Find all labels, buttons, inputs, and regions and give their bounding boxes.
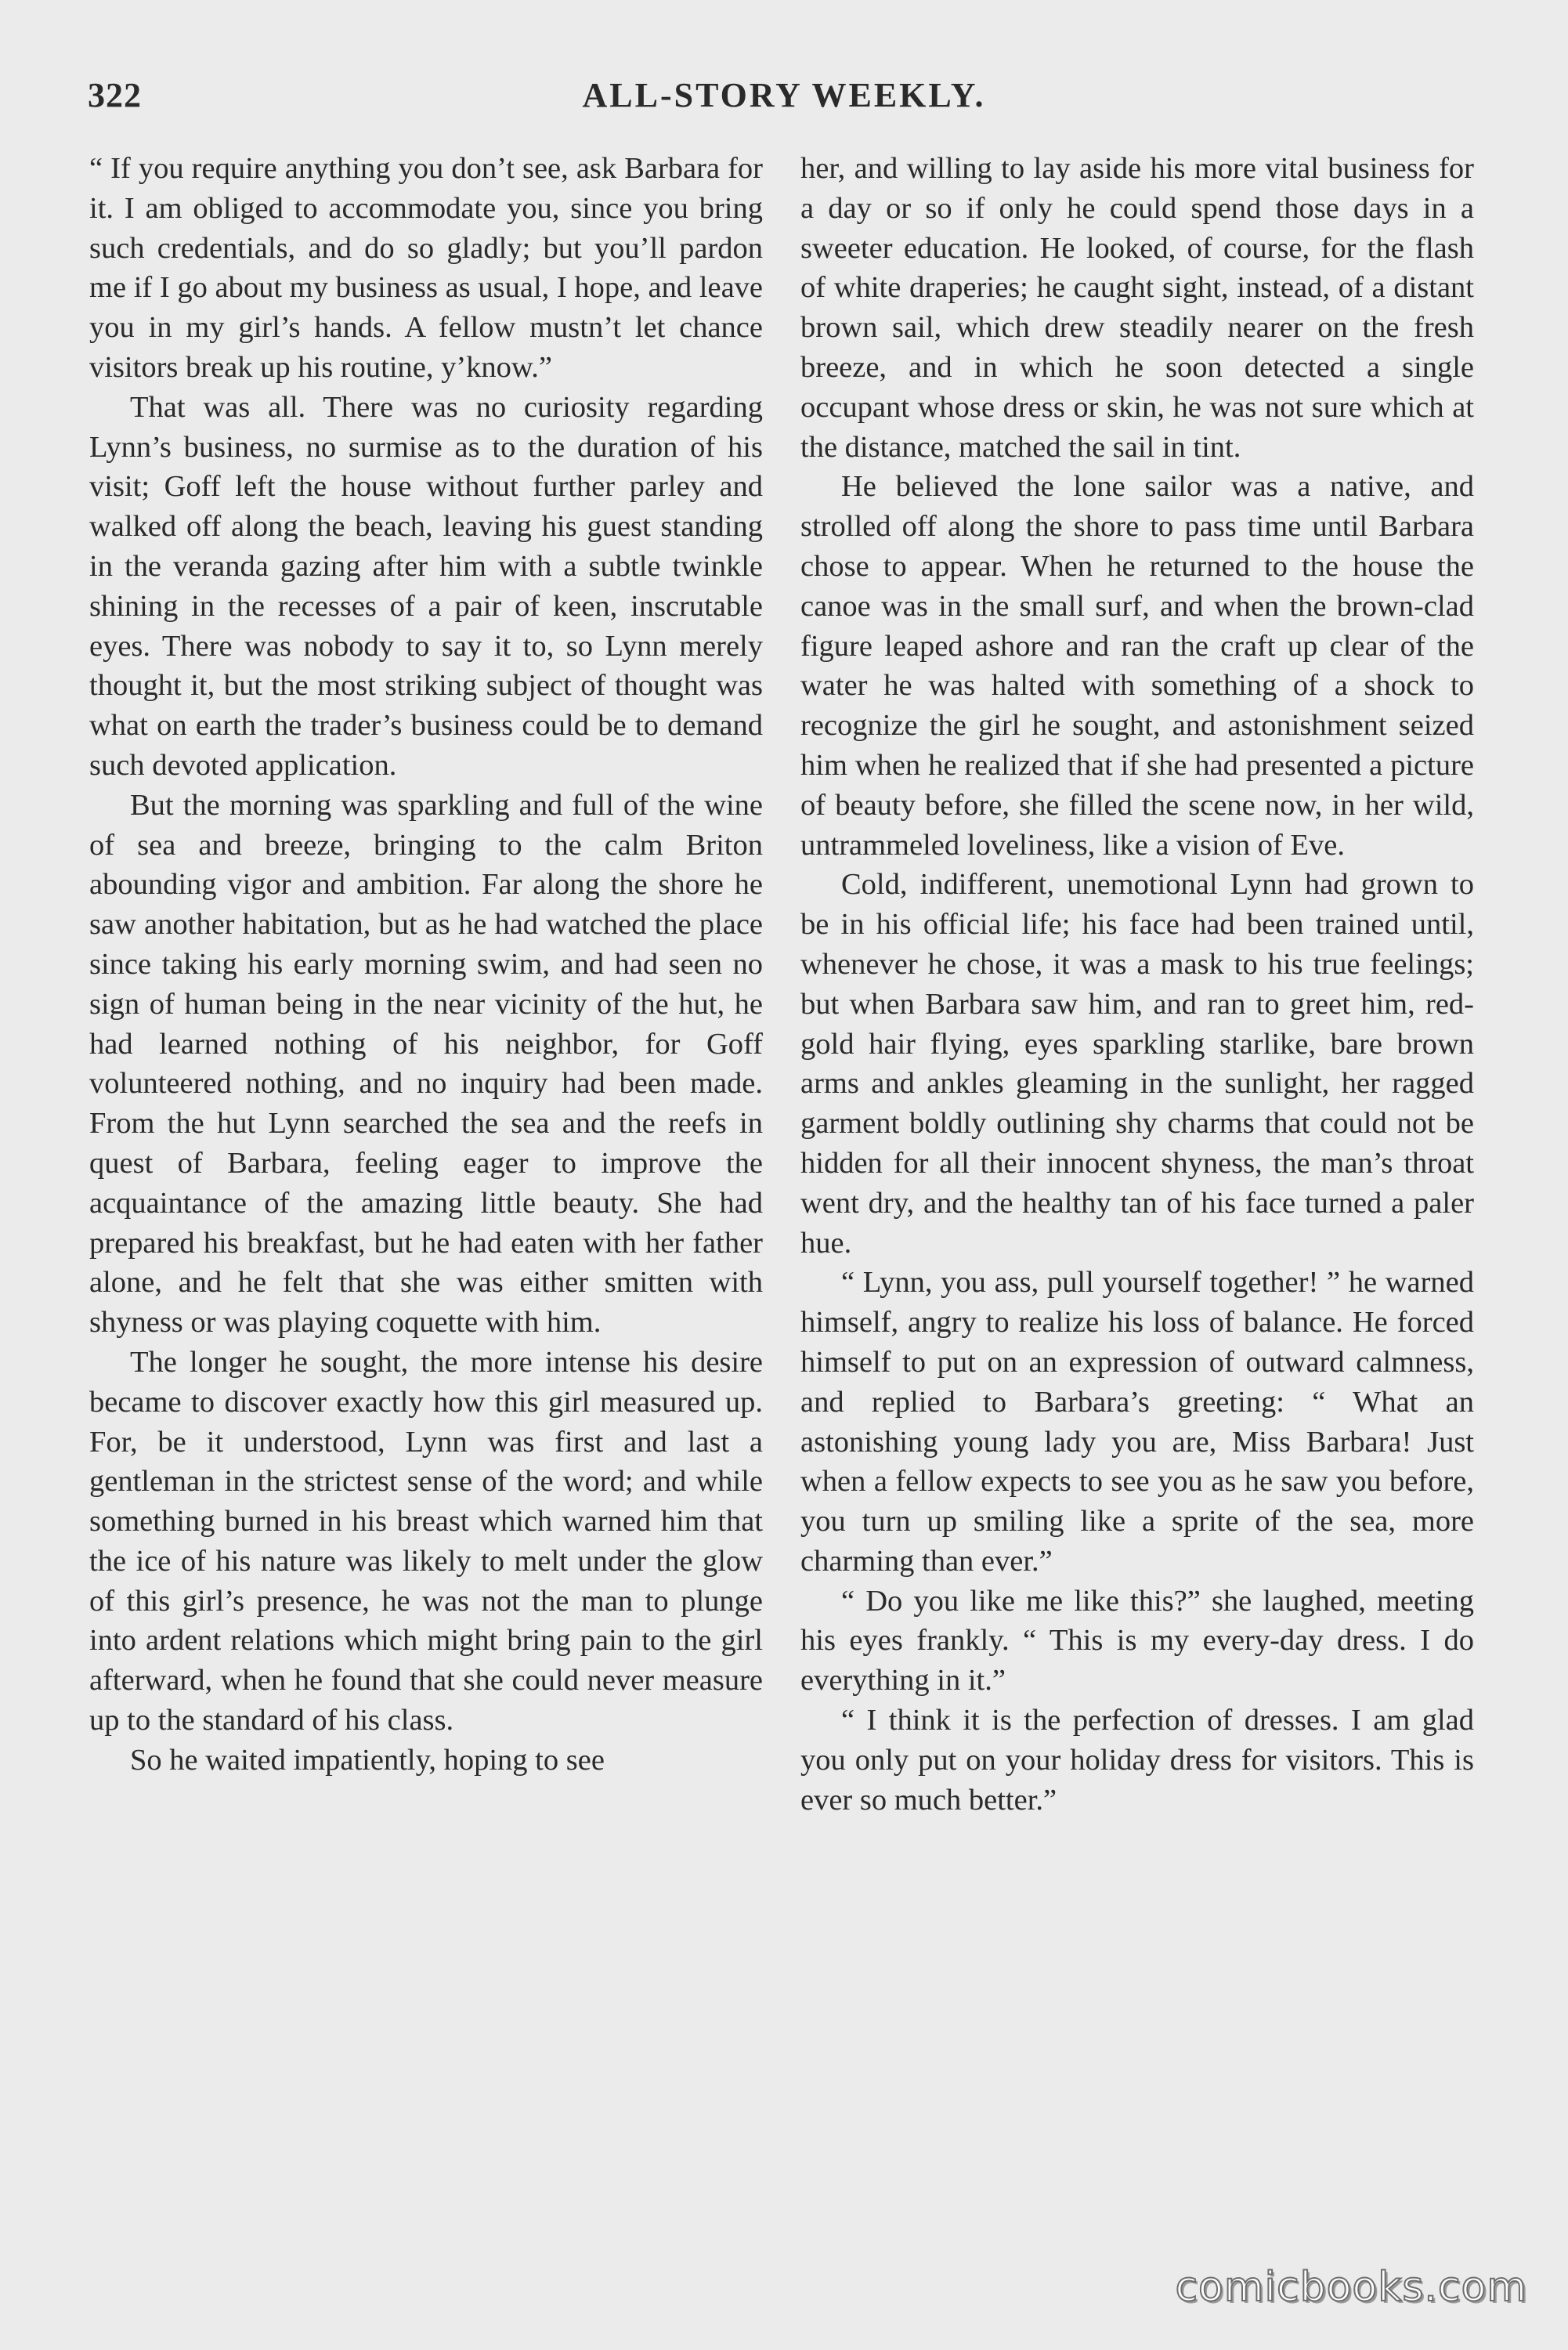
paragraph: her, and willing to lay aside his more vital business for a day or so if only he could spend those days in a sweeter education. He looked, of course, for the flash of white draperies; he caught sight, instead, of a distant brown sail, which drew steadily nearer on the fresh breeze, and in which he soon detected a single occupant whose dress or skin, he was not sure which at the distance, matched the sail in tint. — [800, 152, 1474, 464]
paragraph: So he waited impatiently, hoping to see — [130, 1743, 605, 1777]
paragraph: He believed the lone sailor was a native, and strolled off along the shore to pass time until Barbara chose to appear. When he returned to the house the canoe was in the small surf, and when the brown-clad figure leaped ashore and ran the craft up clear of the water he was halted with something of a shock to recognize the girl he sought, and astonishment seized him when he realized that if she had presented a picture of beauty before, she filled the scene now, in her wild, untrammeled loveliness, like a vision of Eve. — [800, 470, 1474, 862]
paragraph: Cold, indifferent, unemotional Lynn had grown to be in his official life; his face had been trained until, whenever he chose, it was a mask to his true feelings; but when Barbara saw him, and ran to greet him, red-gold hair flying, eyes sparkling starlike, bare brown arms and ankles gleaming in the sunlight, her ragged garment boldly outlining shy charms that could not be hidden for all their innocent shyness, the man’s throat went dry, and the healthy tan of his face turned a paler hue. — [800, 868, 1474, 1260]
paragraph: But the morning was sparkling and full of the wine of sea and breeze, bringing to the calm Briton abounding vigor and ambition. Far along the shore he saw another habitation, but as he had watched the place since taking his early morning swim, and had seen no sign of human being in the near vicinity of the hut, he had learned nothing of his neighbor, for Goff volunteered nothing, and no inquiry had been made. From the hut Lynn searched the sea and the reefs in quest of Barbara, feeling eager to improve the acquaintance of the amazing little beauty. She had prepared his breakfast, but he had eaten with her father alone, and he felt that she was either smitten with shyness or was playing coquette with him. — [89, 788, 763, 1340]
right-column — [800, 149, 1474, 1820]
running-head: ALL-STORY WEEKLY. — [582, 76, 986, 114]
paragraph: “ I think it is the perfection of dresses. I am glad you only put on your holiday dress for visitors. This is ever so much better.” — [800, 1704, 1474, 1817]
paragraph: “ Do you like me like this?” she laughed, meeting his eyes frankly. “ This is my every-day dress. I do everything in it.” — [800, 1584, 1474, 1697]
paragraph: “ Lynn, you ass, pull yourself together! ” he warned himself, angry to realize his loss of balance. He forced himself to put on an expression of outward calmness, and replied to Barbara’s greeting: “ What an astonishing young lady you are, Miss Barbara! Just when a fellow expects to see you as he saw you before, you turn up smiling like a sprite of the sea, more charming than ever.” — [800, 1266, 1474, 1578]
left-column — [89, 149, 763, 1781]
paragraph: That was all. There was no curiosity regarding Lynn’s business, no surmise as to the duration of his visit; Goff left the house without further parley and walked off along the beach, leaving his guest standing in the veranda gazing after him with a subtle twinkle shining in the recesses of a pair of keen, inscrutable eyes. There was nobody to say it to, so Lynn merely thought it, but the most striking subject of thought was what on earth the trader’s business could be to demand such devoted application. — [89, 390, 763, 782]
page-number: 322 — [88, 76, 142, 114]
watermark: comicbooks.com — [1175, 2264, 1527, 2311]
paragraph: The longer he sought, the more intense his desire became to discover exactly how this girl measured up. For, be it understood, Lynn was first and last a gentleman in the strictest sense of the word; and while something burned in his breast which warned him that the ice of his nature was likely to melt under the glow of this girl’s presence, he was not the man to plunge into ardent relations which might bring pain to the girl afterward, when he found that she could never measure up to the standard of his class. — [89, 1345, 763, 1737]
paragraph: “ If you require anything you don’t see, ask Barbara for it. I am obliged to accommodate you, since you bring such credentials, and do so gladly; but you’ll pardon me if I go about my business as usual, I hope, and leave you in my girl’s hands. A fellow mustn’t let chance visitors break up his routine, y’know.” — [89, 152, 763, 384]
